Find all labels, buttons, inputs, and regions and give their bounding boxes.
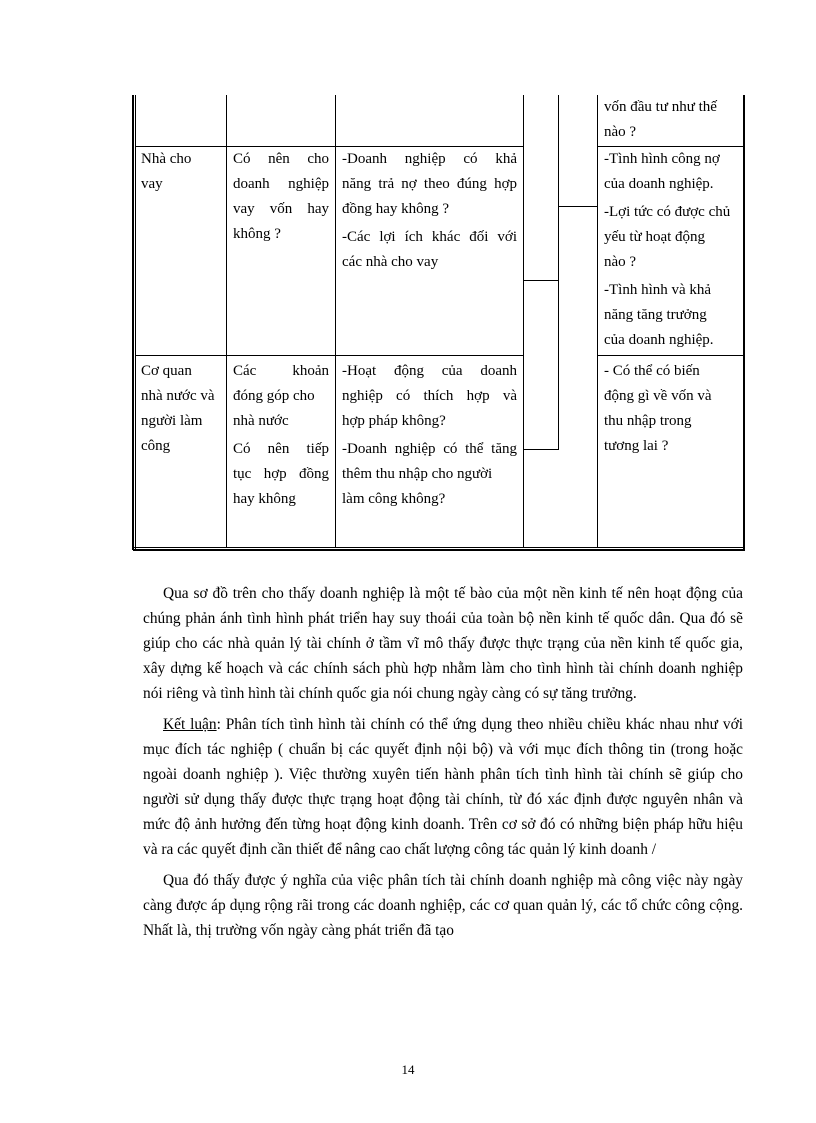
cell-r2-c3 xyxy=(342,359,517,512)
table-col-divider xyxy=(597,95,598,547)
cell-text: -Lợi tức có được chủ xyxy=(604,204,731,220)
conclusion-text: Phân tích tình hình tài chính có thể ứng dụng theo nhiều chiều khác nhau như với mục đích tác nghiệp ( chuẩn bị các quyết định nội bộ) và với mục đích thông tin (trong hoặc ngoài doanh nghiệp ). Việc thường xuyên tiến hành phân tích tình hình tài chính sẽ giúp cho người sử dụng thấy được thực trạng hoạt động tài chính, từ đó xác định được nguyên nhân và mức độ ảnh hưởng đến từng hoạt động kinh doanh. Trên cơ sở đó có những biện pháp hữu hiệu và ra các quyết định cần thiết để nâng cao chất lượng công tác quản lý kinh doanh / xyxy=(143,716,743,858)
cell-text: nào ? xyxy=(604,124,637,140)
table-border-left xyxy=(132,95,134,550)
paragraph-conclusion xyxy=(143,712,743,862)
cell-text: -Tình hình và khả xyxy=(604,282,712,298)
cell-text: không ? xyxy=(233,226,281,242)
cell-text: thêm thu nhập cho người xyxy=(342,466,493,482)
connector-line xyxy=(523,449,559,450)
cell-r0-c4 xyxy=(604,95,738,145)
cell-text: đóng góp cho xyxy=(233,388,315,404)
cell-text: công xyxy=(141,438,171,454)
table-col-divider xyxy=(523,95,524,547)
connector-line xyxy=(523,280,559,281)
table-row-divider xyxy=(597,355,744,356)
connector-line xyxy=(558,206,598,207)
cell-text: vốn đầu tư như thế xyxy=(604,99,717,115)
cell-text: -Tình hình công nợ xyxy=(604,151,720,167)
cell-text: các nhà cho vay xyxy=(342,254,439,270)
cell-text: Các khoản xyxy=(233,363,329,379)
cell-r2-c4 xyxy=(604,359,738,459)
cell-text: của doanh nghiệp. xyxy=(604,176,714,192)
cell-r2-c1 xyxy=(141,359,225,459)
cell-text: đồng hay không ? xyxy=(342,201,450,217)
cell-text: -Các lợi ích khác đối với xyxy=(342,229,517,245)
cell-text: động gì về vốn và xyxy=(604,388,712,404)
cell-text: nhà nước xyxy=(233,413,289,429)
table-border-left-inner xyxy=(135,95,136,550)
cell-text: -Doanh nghiệp có thể tăng xyxy=(342,441,517,457)
cell-text: Có nên cho xyxy=(233,151,329,167)
cell-text: vay xyxy=(141,176,163,192)
cell-text: tục hợp đồng xyxy=(233,466,329,482)
cell-text: hợp pháp không? xyxy=(342,413,446,429)
body-text xyxy=(143,581,743,949)
table-border-bottom-double xyxy=(133,549,745,551)
cell-text: Cơ quan xyxy=(141,363,192,379)
cell-text: làm công không? xyxy=(342,491,446,507)
cell-text: nào ? xyxy=(604,254,637,270)
cell-r1-c4 xyxy=(604,147,738,353)
cell-text: -Hoạt động của doanh xyxy=(342,363,517,379)
cell-text: của doanh nghiệp. xyxy=(604,332,714,348)
cell-text: nhà nước và xyxy=(141,388,215,404)
cell-text: thu nhập trong xyxy=(604,413,692,429)
table-border-right xyxy=(743,95,745,550)
table-col-divider xyxy=(226,95,227,547)
cell-text: năng trả nợ theo đúng hợp xyxy=(342,176,517,192)
cell-text: - Có thể có biến xyxy=(604,363,700,379)
cell-r1-c2 xyxy=(233,147,329,247)
cell-text: vay vốn hay xyxy=(233,201,329,217)
paragraph: Qua đó thấy được ý nghĩa của việc phân tích tài chính doanh nghiệp mà công việc này ngày càng được áp dụng rộng rãi trong các doanh nghiệp, các cơ quan quản lý, các tổ chức công cộng. Nhất là, thị trường vốn ngày càng phát triển đã tạo xyxy=(143,872,743,939)
table-col-divider xyxy=(335,95,336,547)
table-row-divider xyxy=(135,355,524,356)
cell-text: doanh nghiệp xyxy=(233,176,329,192)
cell-text: yếu từ hoạt động xyxy=(604,229,706,245)
cell-text: hay không xyxy=(233,491,296,507)
cell-text: người làm xyxy=(141,413,203,429)
table-border-bottom xyxy=(133,547,745,548)
cell-text: Nhà cho xyxy=(141,151,192,167)
paragraph: Qua sơ đồ trên cho thấy doanh nghiệp là một tế bào của một nền kinh tế nên hoạt động của chúng phản ánh tình hình phát triển hay suy thoái của toàn bộ nền kinh tế quốc dân. Qua đó sẽ giúp cho các nhà quản lý tài chính ở tầm vĩ mô thấy được thực trạng của nền kinh tế quốc gia, xây dựng kế hoạch và các chính sách phù hợp nhằm làm cho tình hình tài chính doanh nghiệp nói riêng và tình hình tài chính quốc gia nói chung ngày càng có sự tăng trưởng. xyxy=(143,585,743,702)
cell-text: năng tăng trưởng xyxy=(604,307,707,323)
cell-r2-c2 xyxy=(233,359,329,512)
cell-r1-c1 xyxy=(141,147,223,197)
conclusion-colon: : xyxy=(216,716,221,733)
cell-text: Có nên tiếp xyxy=(233,441,329,457)
cell-r1-c3 xyxy=(342,147,517,275)
conclusion-label: Kết luận xyxy=(163,716,217,733)
cell-text: nghiệp có thích hợp và xyxy=(342,388,517,404)
page-number: 14 xyxy=(401,1062,415,1077)
connector-line xyxy=(558,95,559,450)
cell-text: -Doanh nghiệp có khả xyxy=(342,151,517,167)
cell-text: tương lai ? xyxy=(604,438,669,454)
